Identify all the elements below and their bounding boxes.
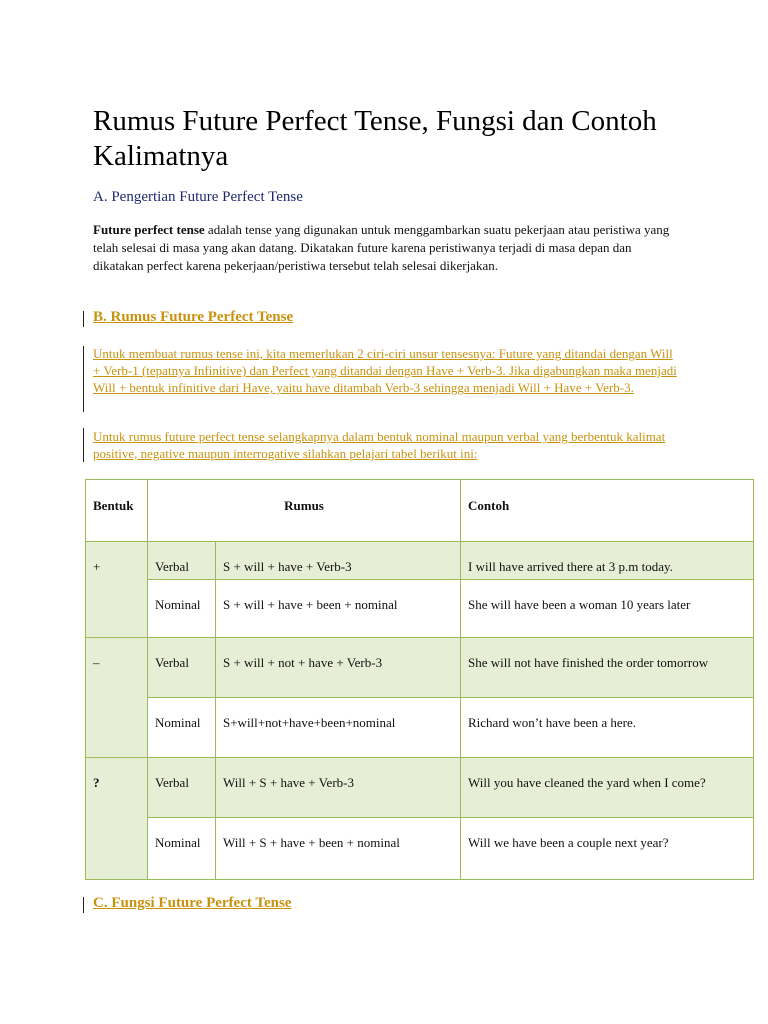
table-row [86, 638, 754, 698]
row-contoh: Will we have been a couple next year? [461, 818, 754, 880]
row-type: Nominal [148, 818, 216, 880]
table-row [86, 698, 754, 758]
table-row [86, 818, 754, 880]
row-contoh: Richard won’t have been a here. [461, 698, 754, 758]
section-b-heading[interactable]: B. Rumus Future Perfect Tense [93, 309, 294, 325]
page-title: Rumus Future Perfect Tense, Fungsi dan Contoh Kalimatnya [93, 105, 657, 172]
definition-term: Future perfect tense [93, 222, 205, 237]
paragraph-marker [83, 346, 84, 412]
row-rumus: S+will+not+have+been+nominal [216, 698, 461, 758]
text-cursor-marker [83, 311, 84, 327]
sign-positive: + [86, 542, 148, 638]
header-contoh: Contoh [461, 480, 754, 542]
table-row [86, 542, 754, 580]
row-rumus: S + will + have + Verb-3 [216, 542, 461, 580]
row-type: Verbal [148, 638, 216, 698]
row-type: Verbal [148, 542, 216, 580]
row-rumus: S + will + have + been + nominal [216, 580, 461, 638]
row-contoh: Will you have cleaned the yard when I come? [461, 758, 754, 818]
row-contoh: She will have been a woman 10 years later [461, 580, 754, 638]
section-b-paragraph-1[interactable]: Untuk membuat rumus tense ini, kita memerlukan 2 ciri-ciri unsur tensesnya: Future yang ditandai dengan Will + Verb-1 (tepatnya Infinitive) dan Perfect yang ditandai dengan Have + Verb-3. Jika digabungkan maka menjadi Will + bentuk infinitive dari Have, yaitu have ditambah Verb-3 sehingga menjadi Will + Have + Verb-3. [93, 346, 677, 395]
row-rumus: Will + S + have + been + nominal [216, 818, 461, 880]
row-rumus: Will + S + have + Verb-3 [216, 758, 461, 818]
row-type: Verbal [148, 758, 216, 818]
definition-paragraph [93, 221, 683, 275]
section-c-heading[interactable]: C. Fungsi Future Perfect Tense [93, 895, 292, 911]
row-rumus: S + will + not + have + Verb-3 [216, 638, 461, 698]
sign-negative: – [86, 638, 148, 758]
table-row [86, 580, 754, 638]
section-b-paragraph-2[interactable]: Untuk rumus future perfect tense selangkapnya dalam bentuk nominal maupun verbal yang berbentuk kalimat positive, negative maupun interrogative silahkan pelajari tabel berikut ini: [93, 429, 666, 461]
table-row [86, 758, 754, 818]
header-rumus: Rumus [148, 480, 461, 542]
row-contoh: I will have arrived there at 3 p.m today. [461, 542, 754, 580]
sign-question: ? [86, 758, 148, 880]
row-contoh: She will not have finished the order tomorrow [461, 638, 754, 698]
section-a-heading: A. Pengertian Future Perfect Tense [93, 189, 303, 205]
text-cursor-marker [83, 897, 84, 913]
definition-body: adalah tense yang digunakan untuk menggambarkan suatu pekerjaan atau peristiwa yang telah selesai di masa yang akan datang. Dikatakan future karena peristiwanya terjadi di masa depan dan dikatakan perfect karena pekerjaan/peristiwa tersebut telah selesai dikerjakan. [93, 222, 670, 273]
header-bentuk: Bentuk [86, 480, 148, 542]
row-type: Nominal [148, 698, 216, 758]
paragraph-marker [83, 428, 84, 462]
formula-table [85, 479, 754, 880]
row-type: Nominal [148, 580, 216, 638]
